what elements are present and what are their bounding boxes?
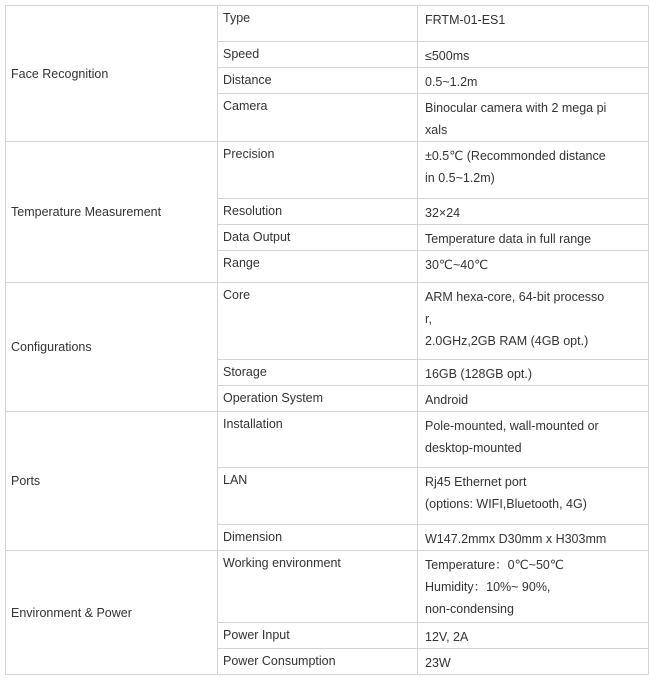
value-line: 2.0GHz,2GB RAM (4GB opt.) — [425, 334, 589, 348]
value-line: 12V, 2A — [425, 630, 469, 644]
value-storage — [418, 360, 649, 386]
value-range — [418, 251, 649, 283]
value-speed — [418, 42, 649, 68]
value-line: 23W — [425, 656, 451, 670]
spec-table-body — [6, 6, 649, 675]
value-lan — [418, 468, 649, 525]
value-line: in 0.5~1.2m) — [425, 171, 495, 185]
value-line: non-condensing — [425, 602, 514, 616]
param-speed: Speed — [218, 42, 418, 68]
value-line: Temperature：0℃~50℃ — [425, 558, 564, 572]
spec-table — [5, 5, 649, 675]
param-range: Range — [218, 251, 418, 283]
param-lan: LAN — [218, 468, 418, 525]
value-precision — [418, 142, 649, 199]
value-line: Temperature data in full range — [425, 232, 592, 246]
value-line: FRTM-01-ES1 — [425, 13, 506, 27]
param-data-output: Data Output — [218, 225, 418, 251]
value-line: Binocular camera with 2 mega pi — [425, 101, 607, 115]
value-line: ±0.5℃ (Recommonded distance — [425, 149, 606, 163]
table-row — [6, 6, 649, 42]
value-line: 32×24 — [425, 206, 461, 220]
param-storage: Storage — [218, 360, 418, 386]
value-line: ARM hexa-core, 64-bit processo — [425, 290, 605, 304]
param-power-consumption: Power Consumption — [218, 649, 418, 675]
value-line: (options: WIFI,Bluetooth, 4G) — [425, 497, 587, 511]
value-line: r, — [425, 312, 432, 326]
param-core: Core — [218, 283, 418, 360]
value-line: 0.5~1.2m — [425, 75, 478, 89]
value-core — [418, 283, 649, 360]
value-line: xals — [425, 123, 448, 137]
value-camera — [418, 94, 649, 142]
value-line: Android — [425, 393, 469, 407]
param-dimension: Dimension — [218, 525, 418, 551]
group-label-temperature-measurement: Temperature Measurement — [6, 142, 218, 283]
value-line: desktop-mounted — [425, 441, 522, 455]
group-label-ports: Ports — [6, 412, 218, 551]
value-working-environment — [418, 551, 649, 623]
value-line: Rj45 Ethernet port — [425, 475, 527, 489]
value-type — [418, 6, 649, 42]
value-installation — [418, 412, 649, 468]
value-data-output — [418, 225, 649, 251]
value-line: ≤500ms — [425, 49, 470, 63]
param-operation-system: Operation System — [218, 386, 418, 412]
value-power-input — [418, 623, 649, 649]
param-installation: Installation — [218, 412, 418, 468]
value-resolution — [418, 199, 649, 225]
value-dimension — [418, 525, 649, 551]
value-line: W147.2mmx D30mm x H303mm — [425, 532, 607, 546]
value-line: 30℃~40℃ — [425, 258, 489, 272]
param-working-environment: Working environment — [218, 551, 418, 623]
param-resolution: Resolution — [218, 199, 418, 225]
table-row — [6, 551, 649, 623]
value-line: 16GB (128GB opt.) — [425, 367, 533, 381]
value-operation-system — [418, 386, 649, 412]
table-row — [6, 283, 649, 360]
value-power-consumption — [418, 649, 649, 675]
param-power-input: Power Input — [218, 623, 418, 649]
group-label-face-recognition: Face Recognition — [6, 6, 218, 142]
param-camera: Camera — [218, 94, 418, 142]
table-row — [6, 142, 649, 199]
value-line: Humidity：10%~ 90%, — [425, 580, 551, 594]
param-precision: Precision — [218, 142, 418, 199]
value-line: Pole-mounted, wall-mounted or — [425, 419, 599, 433]
value-distance — [418, 68, 649, 94]
table-row — [6, 412, 649, 468]
param-type: Type — [218, 6, 418, 42]
param-distance: Distance — [218, 68, 418, 94]
group-label-environment-and-power: Environment & Power — [6, 551, 218, 675]
group-label-configurations: Configurations — [6, 283, 218, 412]
